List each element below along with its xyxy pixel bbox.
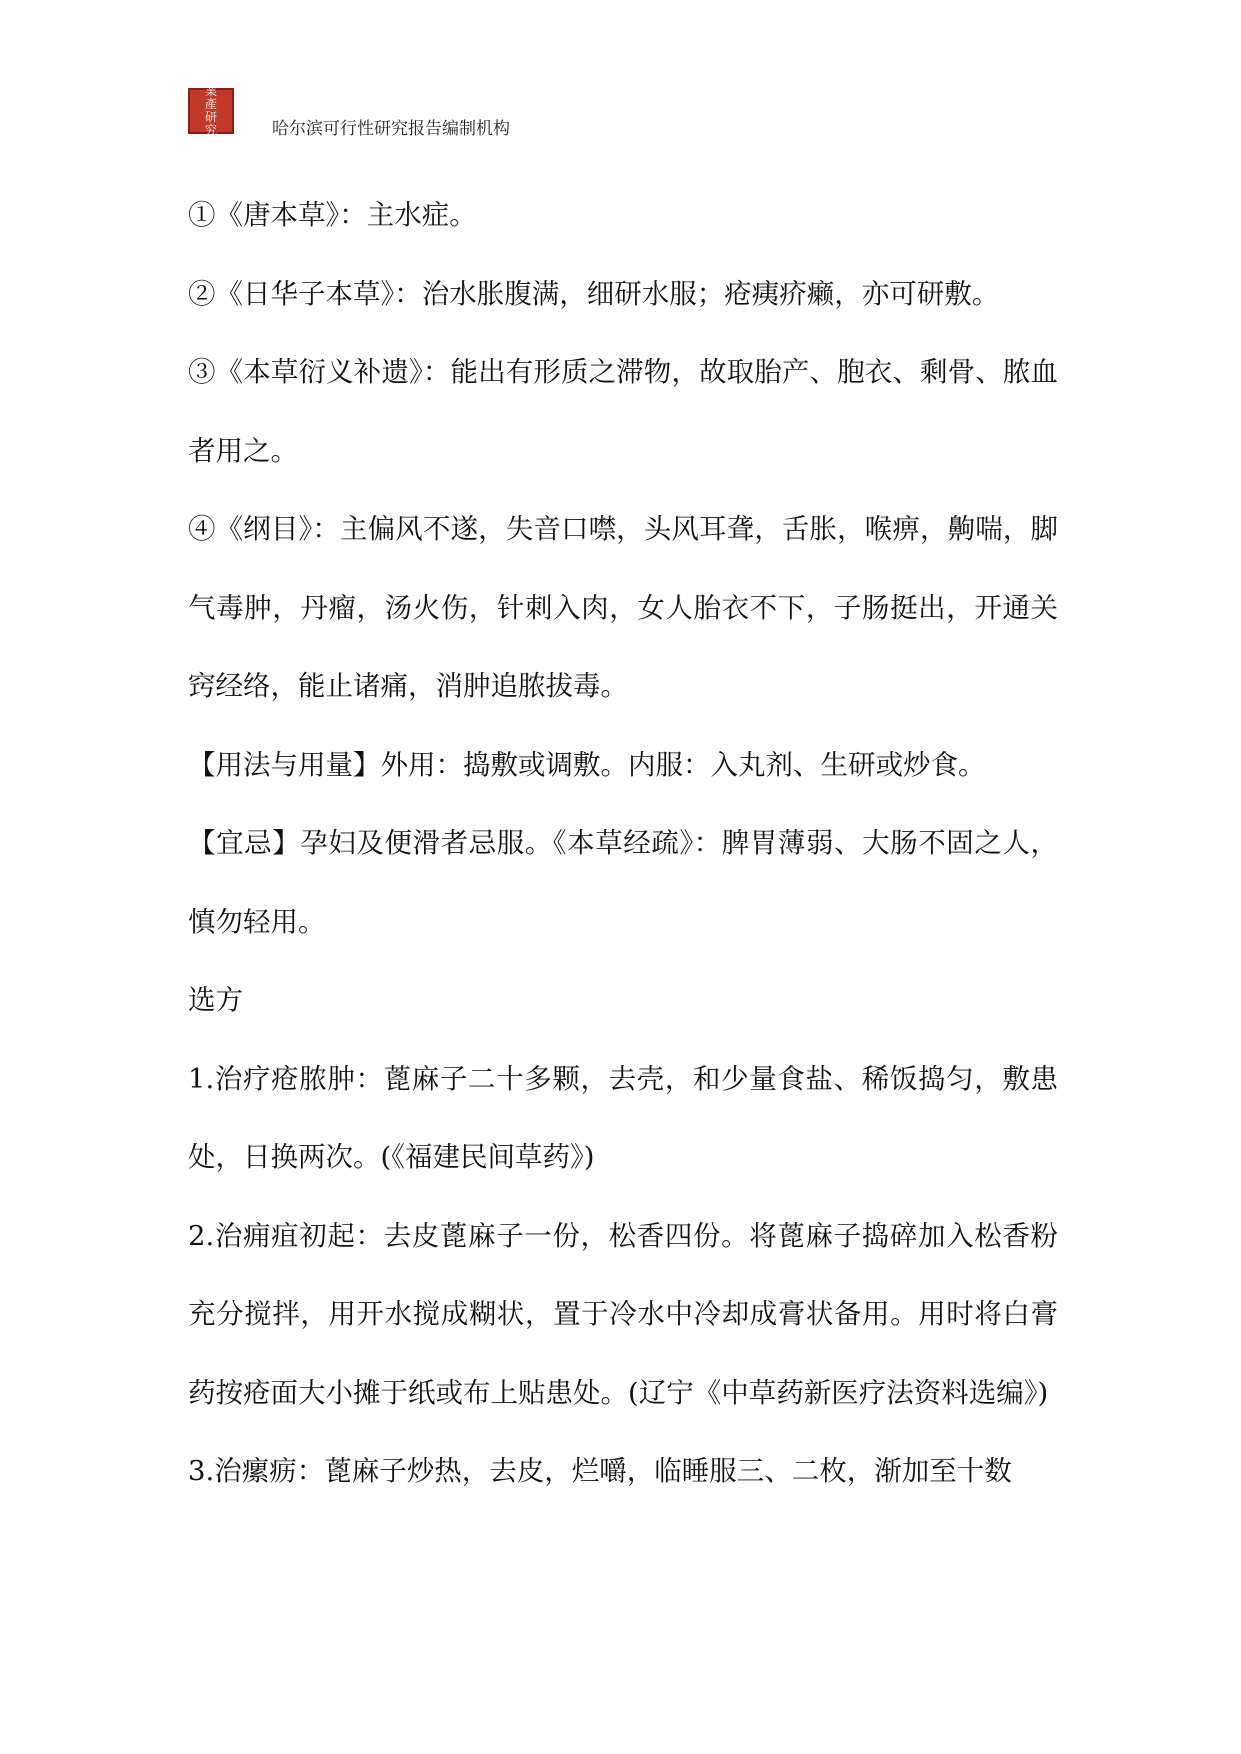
prescription-item-1: 1.治疗疮脓肿：蓖麻子二十多颗，去壳，和少量食盐、稀饭捣匀，敷患处，日换两次。(《福建民间草药》) [188,1062,1058,1173]
prescription-item-3: 3.治瘰疬：蓖麻子炒热，去皮，烂嚼，临睡服三、二枚，渐加至十数 [188,1455,1012,1487]
paragraph-usage-dosage: 【用法与用量】外用：捣敷或调敷。内服：入丸剂、生研或炒食。 [188,748,986,781]
section-heading-prescriptions: 选方 [188,984,243,1016]
document-body [188,176,1058,1511]
paragraph-tang-bencao: ①《唐本草》：主水症。 [188,199,477,231]
paragraph-gangmu: ④《纲目》：主偏风不遂，失音口噤，头风耳聋，舌胀，喉痹，齁喘，脚气毒肿，丹瘤，汤火伤，针刺入肉，女人胎衣不下，子肠挺出，开通关窍经络，能止诸痛，消肿追脓拔毒。 [188,513,1058,702]
paragraph-bencao-yanyi: ③《本草衍义补遗》：能出有形质之滞物，故取胎产、胞衣、剩骨、脓血者用之。 [188,356,1058,467]
paragraph-contraindications: 【宜忌】孕妇及便滑者忌服。《本草经疏》：脾胃薄弱、大肠不固之人，慎勿轻用。 [188,827,1058,938]
paragraph-rihuazi-bencao: ②《日华子本草》：治水胀腹满，细研水服；疮痍疥癞，亦可研敷。 [188,277,1000,310]
header-title: 哈尔滨可行性研究报告编制机构 [272,119,510,139]
seal-logo-icon [188,84,234,137]
logo-char: 產 [204,97,217,111]
logo-char: 業 [204,84,217,98]
prescription-item-2: 2.治痈疽初起：去皮蓖麻子一份，松香四份。将蓖麻子捣碎加入松香粉充分搅拌，用开水搅成糊状，置于冷水中冷却成膏状备用。用时将白膏药按疮面大小摊于纸或布上贴患处。(辽宁《中草药新医疗法资料选编》) [188,1219,1058,1409]
page-header [188,84,1048,139]
logo-char: 究 [204,123,217,137]
logo-char: 研 [204,110,217,124]
